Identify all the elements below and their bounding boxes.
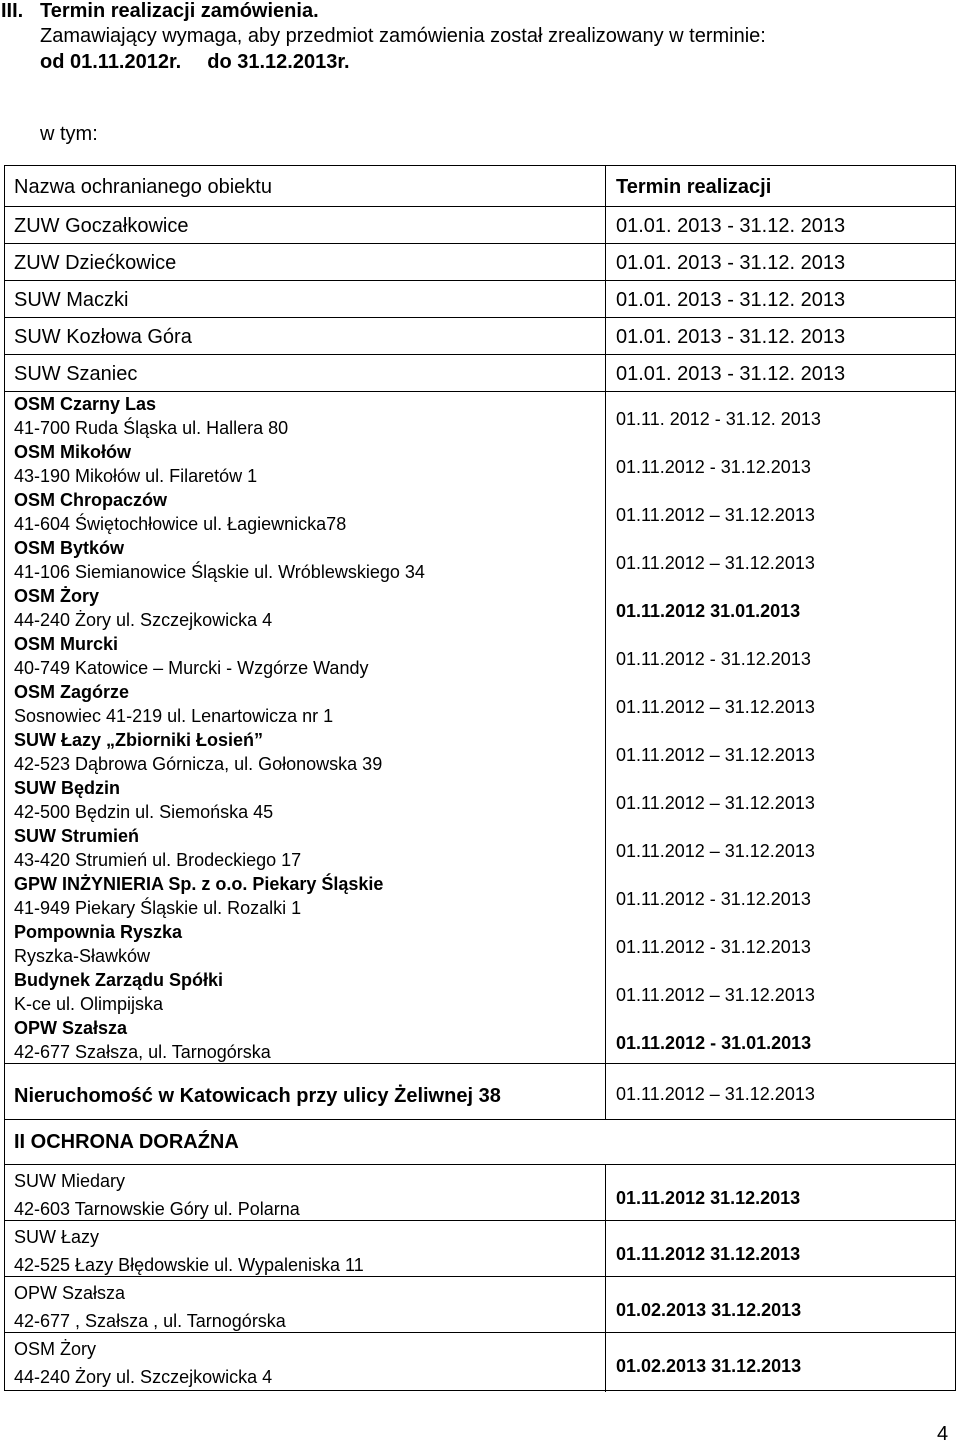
period — [40, 52, 350, 72]
schedule-table — [4, 165, 956, 1391]
object-term: 01.02.2013 31.12.2013 — [616, 1300, 802, 1320]
object-name: OPW Szałsza — [14, 1283, 126, 1303]
object-name: SUW Szaniec — [14, 363, 138, 385]
object-name: OSM Chropaczów — [14, 490, 168, 510]
object-term: 01.01. 2013 - 31.12. 2013 — [616, 326, 846, 348]
object-name: OSM Mikołów — [14, 442, 131, 462]
object-address: 42-500 Będzin ul. Siemońska 45 — [14, 802, 274, 822]
row-divider — [5, 1276, 955, 1277]
row-divider — [5, 1164, 955, 1165]
object-address: Sosnowiec 41-219 ul. Lenartowicza nr 1 — [14, 706, 334, 726]
period-to: do 31.12.2013r. — [207, 51, 350, 73]
object-name: OSM Zagórze — [14, 682, 130, 702]
row-divider — [5, 317, 955, 318]
row-divider — [5, 391, 955, 392]
object-address: 41-106 Siemianowice Śląskie ul. Wróblewskiego 34 — [14, 562, 425, 582]
property-name: Nieruchomość w Katowicach przy ulicy Żeliwnej 38 — [14, 1085, 501, 1107]
object-address: 42-677 , Szałsza , ul. Tarnogórska — [14, 1311, 286, 1331]
header-term: Termin realizacji — [616, 176, 772, 198]
object-address: 43-420 Strumień ul. Brodeckiego 17 — [14, 850, 302, 870]
object-address: 42-525 Łazy Błędowskie ul. Wypaleniska 11 — [14, 1255, 364, 1275]
period-from: od 01.11.2012r. — [40, 51, 182, 73]
object-term: 01.02.2013 31.12.2013 — [616, 1356, 802, 1376]
section2-title: II OCHRONA DORAŹNA — [14, 1131, 239, 1153]
object-address: K-ce ul. Olimpijska — [14, 994, 164, 1014]
object-address: Ryszka-Sławków — [14, 946, 151, 966]
object-name: SUW Kozłowa Góra — [14, 326, 192, 348]
object-term: 01.11.2012 31.12.2013 — [616, 1244, 801, 1264]
subheading: w tym: — [40, 123, 98, 145]
intro-text: Zamawiający wymaga, aby przedmiot zamówienia został zrealizowany w terminie: — [40, 25, 766, 47]
row-divider — [5, 354, 955, 355]
object-term: 01.11.2012 - 31.01.2013 — [616, 1033, 812, 1053]
object-term: 01.11.2012 - 31.12.2013 — [616, 937, 811, 957]
object-name: SUW Łazy „Zbiorniki Łosień” — [14, 730, 264, 750]
object-address: 42-677 Szałsza, ul. Tarnogórska — [14, 1042, 271, 1062]
object-name: Pompownia Ryszka — [14, 922, 183, 942]
object-term: 01.01. 2013 - 31.12. 2013 — [616, 363, 846, 385]
object-address: 41-949 Piekary Śląskie ul. Rozalki 1 — [14, 898, 302, 918]
object-name: SUW Strumień — [14, 826, 140, 846]
row-divider — [5, 1220, 955, 1221]
object-name: ZUW Goczałkowice — [14, 215, 189, 237]
object-term: 01.11.2012 - 31.12.2013 — [616, 649, 811, 669]
object-name: SUW Łazy — [14, 1227, 100, 1247]
object-name: Budynek Zarządu Spółki — [14, 970, 224, 990]
section-title: Termin realizacji zamówienia. — [40, 0, 319, 22]
row-divider — [5, 280, 955, 281]
row-divider — [5, 1332, 955, 1333]
object-address: 42-603 Tarnowskie Góry ul. Polarna — [14, 1199, 300, 1219]
object-term: 01.01. 2013 - 31.12. 2013 — [616, 289, 846, 311]
object-term: 01.11. 2012 - 31.12. 2013 — [616, 409, 821, 429]
object-address: 40-749 Katowice – Murcki - Wzgórze Wandy — [14, 658, 369, 678]
object-term: 01.11.2012 – 31.12.2013 — [616, 553, 815, 573]
row-divider — [5, 206, 955, 207]
section-number: III. — [1, 0, 24, 22]
object-term: 01.11.2012 – 31.12.2013 — [616, 793, 815, 813]
object-name: OSM Bytków — [14, 538, 125, 558]
object-name: OSM Murcki — [14, 634, 119, 654]
object-name: GPW INŻYNIERIA Sp. z o.o. Piekary Śląskie — [14, 874, 384, 894]
object-term: 01.11.2012 - 31.12.2013 — [616, 457, 811, 477]
object-address: 41-700 Ruda Śląska ul. Hallera 80 — [14, 418, 289, 438]
object-term: 01.11.2012 – 31.12.2013 — [616, 745, 815, 765]
object-name: SUW Będzin — [14, 778, 120, 798]
object-address: 41-604 Świętochłowice ul. Łagiewnicka78 — [14, 514, 347, 534]
property-term: 01.11.2012 – 31.12.2013 — [616, 1084, 815, 1104]
object-term: 01.11.2012 – 31.12.2013 — [616, 697, 815, 717]
object-term: 01.11.2012 – 31.12.2013 — [616, 985, 815, 1005]
object-term: 01.11.2012 – 31.12.2013 — [616, 841, 815, 861]
column-divider — [605, 1164, 606, 1392]
row-divider — [5, 243, 955, 244]
object-address: 43-190 Mikołów ul. Filaretów 1 — [14, 466, 258, 486]
object-term: 01.11.2012 - 31.12.2013 — [616, 889, 811, 909]
object-term: 01.01. 2013 - 31.12. 2013 — [616, 252, 846, 274]
object-name: ZUW Dziećkowice — [14, 252, 177, 274]
object-name: OPW Szałsza — [14, 1018, 128, 1038]
object-name: OSM Żory — [14, 586, 100, 606]
object-name: SUW Miedary — [14, 1171, 126, 1191]
page-number: 4 — [937, 1423, 949, 1445]
object-name: OSM Czarny Las — [14, 394, 157, 414]
object-address: 42-523 Dąbrowa Górnicza, ul. Gołonowska 39 — [14, 754, 383, 774]
object-term: 01.11.2012 31.12.2013 — [616, 1188, 801, 1208]
object-address: 44-240 Żory ul. Szczejkowicka 4 — [14, 1367, 273, 1387]
row-divider — [5, 1063, 955, 1064]
header-object: Nazwa ochranianego obiektu — [14, 176, 272, 198]
column-divider — [605, 166, 606, 1119]
object-address: 44-240 Żory ul. Szczejkowicka 4 — [14, 610, 273, 630]
row-divider — [5, 1119, 955, 1120]
object-name: SUW Maczki — [14, 289, 129, 311]
object-name: OSM Żory — [14, 1339, 97, 1359]
object-term: 01.01. 2013 - 31.12. 2013 — [616, 215, 846, 237]
object-term: 01.11.2012 31.01.2013 — [616, 601, 801, 621]
object-term: 01.11.2012 – 31.12.2013 — [616, 505, 815, 525]
